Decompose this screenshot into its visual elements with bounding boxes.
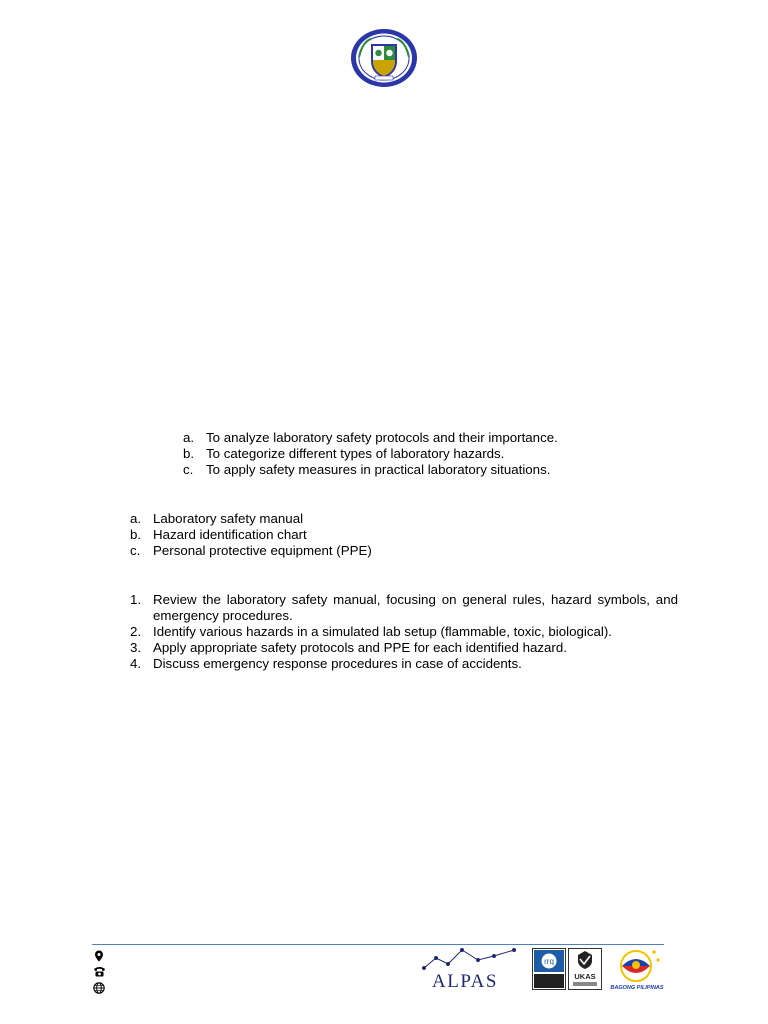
cert-2-text: UKAS bbox=[574, 972, 596, 981]
list-item-text: Apply appropriate safety protocols and PPE for each identified hazard. bbox=[153, 640, 567, 655]
list-item-text: Discuss emergency response procedures in case of accidents. bbox=[153, 656, 522, 671]
list-item bbox=[183, 462, 623, 478]
list-marker: 2. bbox=[130, 624, 142, 639]
objectives-list bbox=[183, 430, 623, 478]
certification-mark-2 bbox=[568, 948, 602, 990]
list-item-text: To analyze laboratory safety protocols and their importance. bbox=[206, 430, 558, 445]
list-marker: c. bbox=[183, 462, 194, 477]
list-item bbox=[130, 592, 678, 624]
list-item bbox=[130, 656, 678, 672]
list-item-text: Identify various hazards in a simulated lab setup (flammable, toxic, biological). bbox=[153, 624, 612, 639]
list-marker: b. bbox=[183, 446, 195, 461]
list-marker: 4. bbox=[130, 656, 142, 671]
bagong-pilipinas-text: BAGONG PILIPINAS bbox=[610, 985, 664, 991]
list-item-text: Hazard identification chart bbox=[153, 527, 307, 542]
list-marker: 1. bbox=[130, 592, 142, 607]
list-item bbox=[130, 543, 530, 559]
list-marker: 3. bbox=[130, 640, 142, 655]
cert-1-text: rrq bbox=[544, 957, 554, 966]
footer-contact-icons bbox=[91, 950, 107, 998]
footer-divider bbox=[92, 944, 664, 945]
list-item-text: Personal protective equipment (PPE) bbox=[153, 543, 372, 558]
list-marker: b. bbox=[130, 527, 142, 542]
list-item-text: Laboratory safety manual bbox=[153, 511, 304, 526]
telephone-icon bbox=[91, 966, 107, 982]
list-item bbox=[130, 624, 678, 640]
alpas-logo bbox=[418, 946, 522, 992]
list-marker: c. bbox=[130, 543, 141, 558]
location-pin-icon bbox=[91, 950, 107, 966]
list-marker: a. bbox=[130, 511, 142, 526]
list-item bbox=[183, 430, 623, 446]
certification-mark-1 bbox=[532, 948, 566, 990]
list-item-text: Review the laboratory safety manual, focusing on general rules, hazard symbols, and emergency procedures. bbox=[153, 592, 678, 623]
list-item-text: To apply safety measures in practical laboratory situations. bbox=[206, 462, 551, 477]
list-item bbox=[130, 527, 530, 543]
materials-list bbox=[130, 511, 530, 559]
university-seal-icon bbox=[349, 27, 419, 89]
list-item-text: To categorize different types of laboratory hazards. bbox=[206, 446, 505, 461]
globe-icon bbox=[91, 982, 107, 998]
list-item bbox=[183, 446, 623, 462]
procedure-list bbox=[130, 592, 678, 672]
list-item bbox=[130, 511, 530, 527]
list-item bbox=[130, 640, 678, 656]
list-marker: a. bbox=[183, 430, 195, 445]
bagong-pilipinas-logo bbox=[610, 946, 664, 992]
alpas-wordmark: ALPAS bbox=[432, 971, 498, 992]
